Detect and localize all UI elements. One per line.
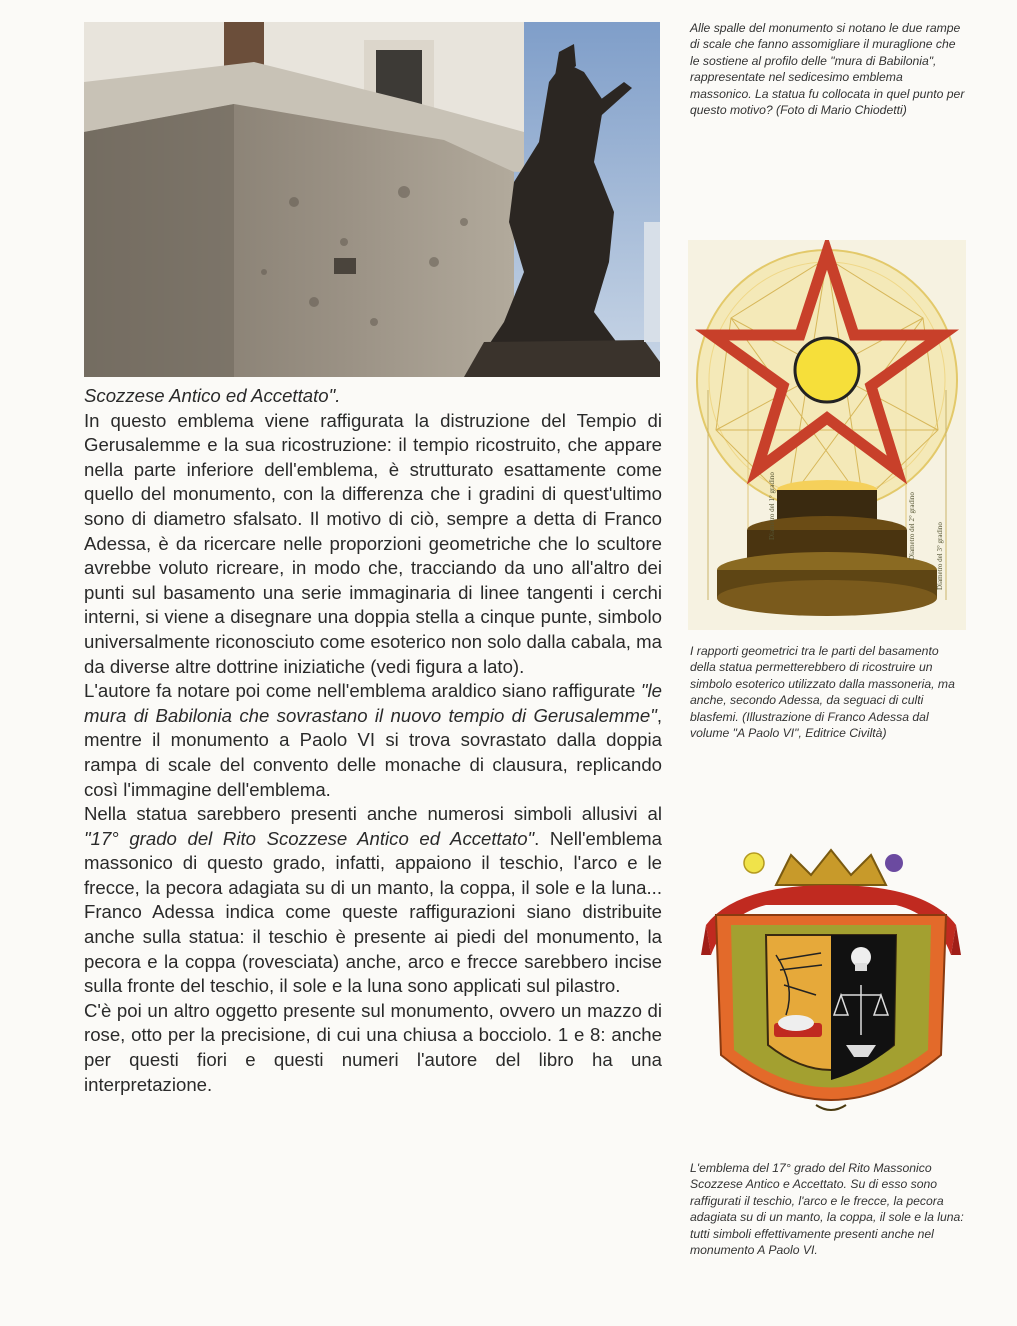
paragraph-1: In questo emblema viene raffigurata la distruzione del Tempio di Gerusalemme e la sua ricostruzione: il tempio ricostruito, che appare nella parte inferiore dell'emblema, è strutturato esattamente come quello del monumento, con la differenza che i gradini di quest'ultimo sono di diametro sfalsato. Il motivo di ciò, sempre a detta di Franco Adessa, è da ricercare nelle proporzioni geometriche che lo scultore avrebbe voluto ricreare, in modo che, tracciando da uno all'altro dei punti sul basamento una serie immaginaria di linee tangenti i cerchi interni, si viene a disegnare una doppia stella a cinque punte, simbolo universalmente riconosciuto come esoterico non solo dalla cabala, ma da diverse altre dottrine iniziatiche (vedi figura a lato). <box>84 409 662 677</box>
paragraph-2-part-c: , mentre il monumento a Paolo VI si trova sovrastato dalla doppia rampa di scale del convento delle monache di clausura, replicando così l'immagine dell'emblema. <box>84 704 662 800</box>
paragraph-2-part-a: L'autore fa notare poi come nell'emblema araldico siano raffigurate <box>84 680 641 702</box>
diameter-label-1: Diametro del 1° gradino <box>768 472 776 540</box>
photo-caption: Alle spalle del monumento si notano le due rampe di scale che fanno assomigliare il muraglione che le sostiene al profilo delle "mura di Babilonia", rappresentate nel sedicesimo emblema massonico. La statua fu collocata in quel punto per questo motivo? (Foto di Mario Chiodetti) <box>690 21 965 118</box>
crown-shape <box>776 850 886 885</box>
pentagram-caption: I rapporti geometrici tra le parti del basamento della statua permetterebbero di ricostruire un simbolo esoterico utilizzato dalla massoneria, ma anche, secondo Adessa, da seguaci di culti blasfemi. (Illustrazione di Franco Adessa dal volume "A Paolo VI", Editrice Civiltà) <box>690 644 955 741</box>
lead-line: Scozzese Antico ed Accettato". <box>84 385 341 406</box>
masonic-emblem <box>696 845 966 1145</box>
paragraph-3-part-a: Nella statua sarebbero presenti anche numerosi simboli allusivi al <box>84 803 662 825</box>
diameter-label-3: Diametro del 3° gradino <box>936 522 944 590</box>
paragraph-2 <box>84 679 662 802</box>
paragraph-2-quote: "le mura di Babilonia che sovrastano il nuovo tempio di Gerusalemme" <box>84 680 662 726</box>
paragraph-4: C'è poi un altro oggetto presente sul monumento, ovvero un mazzo di rose, otto per la precisione, di cui una chiusa a bocciolo. 1 e 8: anche per questi fiori e questi numeri l'autore del libro ha una interpretazione. <box>84 999 662 1095</box>
paragraph-3 <box>84 802 662 999</box>
monument-photo <box>84 22 660 377</box>
article-body <box>84 384 662 1097</box>
diameter-label-2: Diametro del 2° gradino <box>908 492 916 560</box>
paragraph-3-part-c: . Nell'emblema massonico di questo grado, infatti, appaiono il teschio, l'arco e le frecce, la pecora adagiata su di un manto, la coppa, il sole e la luna... Franco Adessa indica come queste raffigurazioni siano distribuite anche sulla statua: il teschio è presente ai piedi del monumento, la pecora e la coppa (rovesciata) anche, arco e frecce sarebbero incise sulla fronte del teschio, il sole e la luna sono applicati sul pilastro. <box>84 827 662 997</box>
moon-symbol <box>885 854 903 872</box>
pentagram-figure <box>688 240 966 630</box>
emblem-caption: L'emblema del 17° grado del Rito Massonico Scozzese Antico e Accettato. Su di esso sono raffigurati il teschio, l'arco e le frecce, la pecora adagiata su di un manto, la coppa, il sole e la luna: tutti simboli effettivamente presenti anche nel monumento A Paolo VI. <box>690 1161 964 1258</box>
sun-circle <box>795 338 859 402</box>
sun-symbol <box>744 853 764 873</box>
paragraph-3-quote: "17° grado del Rito Scozzese Antico ed Accettato" <box>84 827 535 849</box>
lamb-symbol <box>778 1015 814 1031</box>
